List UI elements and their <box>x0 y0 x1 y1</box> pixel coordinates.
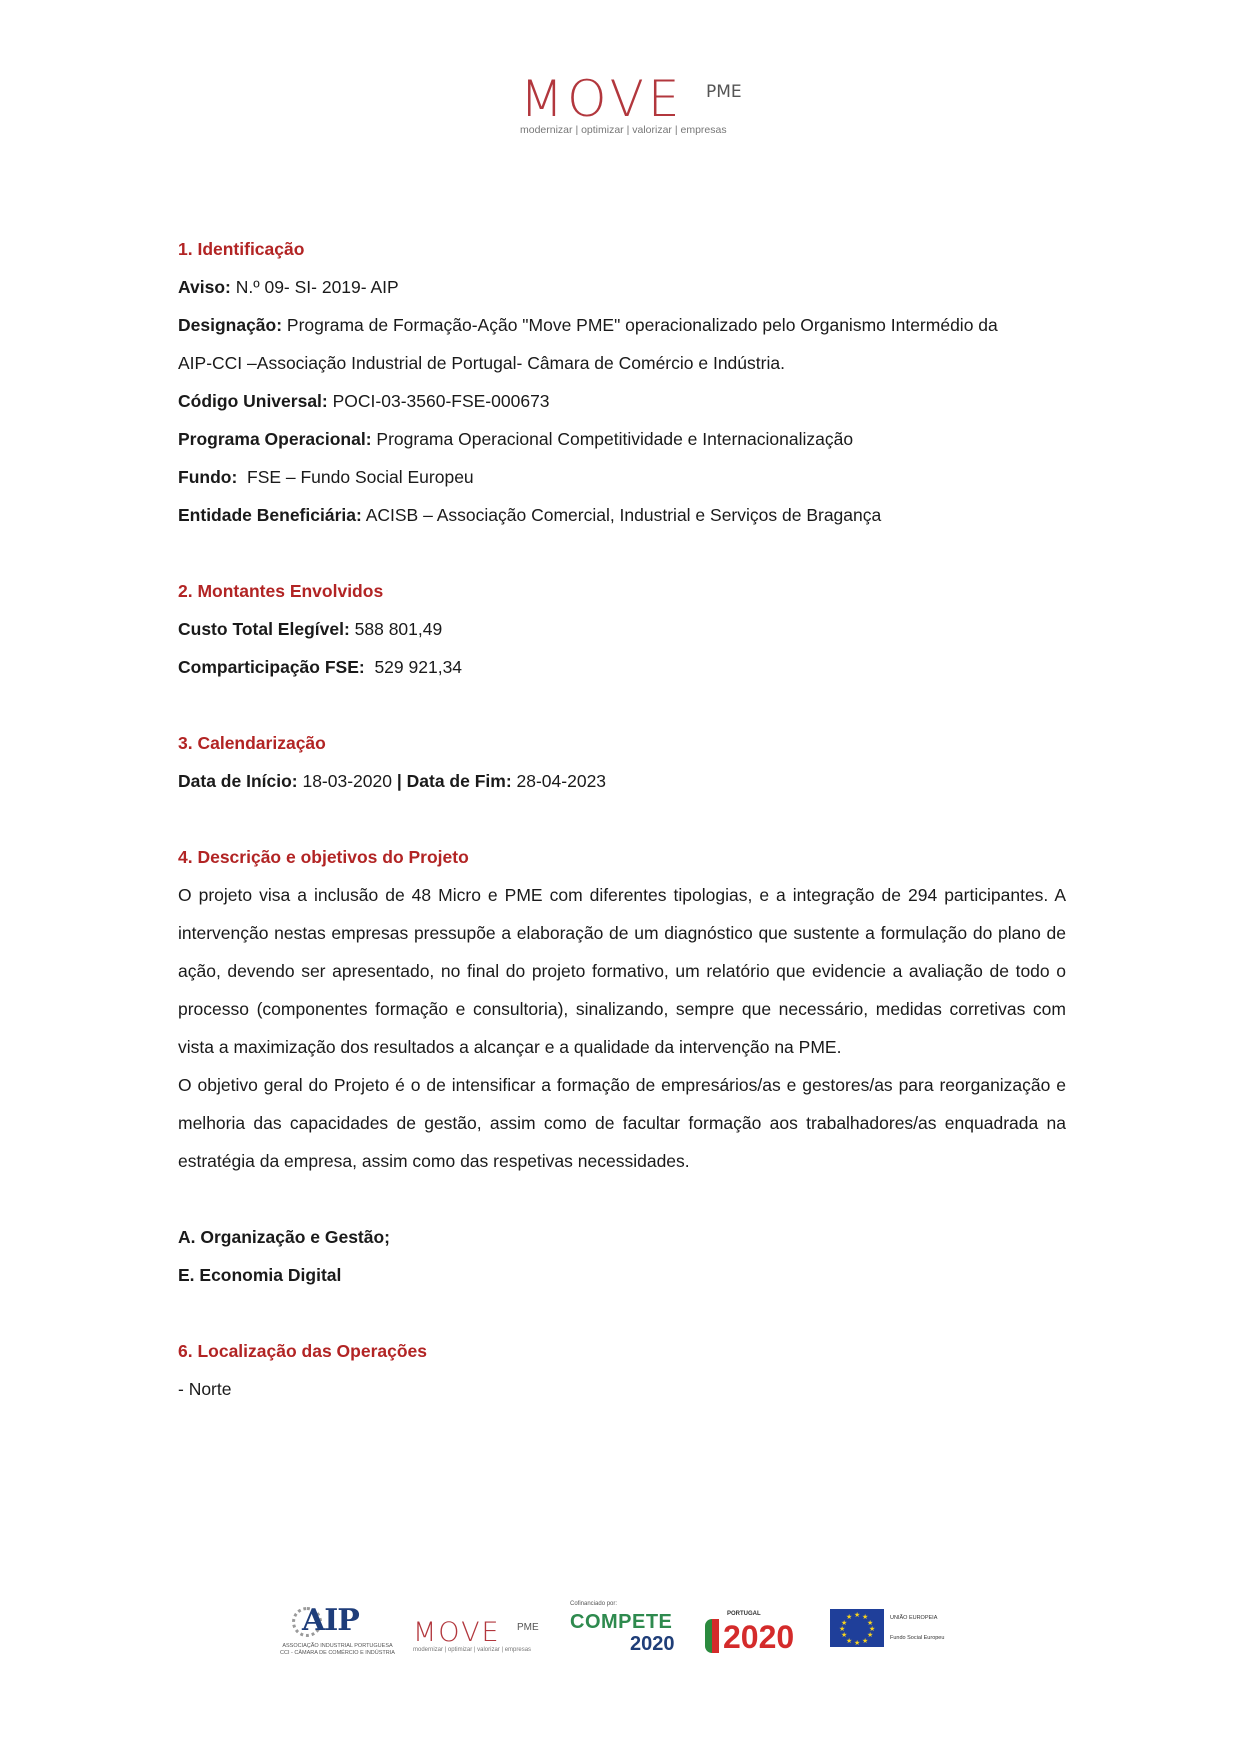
comparticipacao-value: 529 921,34 <box>364 657 463 677</box>
compete-word: COMPETE <box>570 1611 673 1633</box>
programa-line <box>178 420 1066 458</box>
area-item-a <box>178 1218 1066 1256</box>
document-body <box>178 230 1066 1408</box>
descricao-paragraph-2: O objetivo geral do Projeto é o de intensificar a formação de empresários/as e gestores/as para reorganização e melhoria das capacidades de gestão, assim como de facultar formação aos trabalhadores/as enquadrada na estratégia da empresa, assim como das respetivas necessidades. <box>178 1075 1066 1171</box>
move-word: MOVE <box>413 1617 501 1648</box>
cofinanciado-label: Cofinanciado por: <box>570 1601 618 1607</box>
fim-value: 28-04-2023 <box>511 771 607 791</box>
aviso-line <box>178 268 1066 306</box>
entidade-line <box>178 496 1066 534</box>
descricao-paragraph-1: O projeto visa a inclusão de 48 Micro e PME com diferentes tipologias, e a integração de 294 participantes. A intervenção nestas empresas pressupõe a elaboração de um diagnóstico que sustente a formulação do plano de ação, devendo ser apresentado, no final do projeto formativo, um relatório que evidencie a avaliação de todo o processo (componentes formação e consultoria), sinalizando, sempre que necessário, medidas corretivas com vista a maximização dos resultados a alcançar e a qualidade da intervenção na PME. <box>178 885 1066 1057</box>
aviso-value: N.º 09- SI- 2019- AIP <box>230 277 399 297</box>
programa-label: Programa Operacional: <box>178 429 372 449</box>
portugal-2020-logo <box>705 1611 815 1661</box>
codigo-line <box>178 382 1066 420</box>
fundo-value: FSE – Fundo Social Europeu <box>237 467 474 487</box>
designacao-label: Designação: <box>178 315 283 335</box>
logo-word: MOVE <box>520 70 684 128</box>
date-separator: | <box>396 771 402 791</box>
designacao-line <box>178 306 1066 344</box>
area-item-e <box>178 1256 1066 1294</box>
section-title-descricao: 4. Descrição e objetivos do Projeto <box>178 847 469 867</box>
eu-flag-icon: ★ ★ ★ ★ ★ ★ ★ ★ ★ ★ ★ ★ <box>830 1609 884 1647</box>
spacer <box>178 1180 1066 1218</box>
section-title-identificacao: 1. Identificação <box>178 239 305 259</box>
move-sup: PME <box>517 1622 539 1633</box>
codigo-label: Código Universal: <box>178 391 328 411</box>
spacer <box>178 1294 1066 1332</box>
designacao-line-2: AIP-CCI –Associação Industrial de Portugal- Câmara de Comércio e Indústria. <box>178 353 785 373</box>
entidade-value: ACISB – Associação Comercial, Industrial e Serviços de Bragança <box>361 505 882 525</box>
codigo-value: POCI-03-3560-FSE-000673 <box>327 391 550 411</box>
comparticipacao-label: Comparticipação FSE: <box>178 657 365 677</box>
move-pme-footer-logo <box>413 1619 563 1659</box>
programa-value: Programa Operacional Competitividade e Internacionalização <box>371 429 854 449</box>
move-tagline: modernizar | optimizar | valorizar | empresas <box>413 1647 532 1653</box>
compete-year: 2020 <box>630 1633 675 1655</box>
area-item-a-text: A. Organização e Gestão; <box>178 1227 391 1247</box>
section-title-montantes: 2. Montantes Envolvidos <box>178 581 384 601</box>
compete-2020-logo <box>570 1601 690 1661</box>
localizacao-item: - Norte <box>178 1379 232 1399</box>
comparticipacao-line <box>178 648 1066 686</box>
footer-logos <box>280 1585 960 1665</box>
custo-value: 588 801,49 <box>349 619 443 639</box>
custo-line <box>178 610 1066 648</box>
fim-label: Data de Fim: <box>401 771 512 791</box>
datas-line <box>178 762 1066 800</box>
portugal-label: PORTUGAL <box>727 1611 761 1617</box>
portugal-year: 2020 <box>723 1619 795 1655</box>
move-pme-logo <box>520 70 780 138</box>
aviso-label: Aviso: <box>178 277 231 297</box>
eu-label: UNIÃO EUROPEIA <box>890 1615 938 1621</box>
spacer <box>178 686 1066 724</box>
logo-tagline: modernizar | optimizar | valorizar | empresas <box>520 124 727 136</box>
fse-label: Fundo Social Europeu <box>890 1635 945 1641</box>
aip-mark: AIP <box>302 1603 359 1638</box>
section-title-calendarizacao: 3. Calendarização <box>178 733 326 753</box>
aip-caption: ASSOCIAÇÃO INDUSTRIAL PORTUGUESA CCI - CÂMARA DE COMÉRCIO E INDÚSTRIA <box>280 1643 395 1656</box>
fundo-line <box>178 458 1066 496</box>
inicio-value: 18-03-2020 <box>297 771 397 791</box>
area-item-e-text: E. Economia Digital <box>178 1265 342 1285</box>
entidade-label: Entidade Beneficiária: <box>178 505 362 525</box>
spacer <box>178 800 1066 838</box>
portugal-flag-icon <box>705 1619 719 1653</box>
section-title-localizacao: 6. Localização das Operações <box>178 1341 428 1361</box>
logo-sup: PME <box>706 82 742 102</box>
fundo-label: Fundo: <box>178 467 238 487</box>
custo-label: Custo Total Elegível: <box>178 619 350 639</box>
designacao-value: Programa de Formação-Ação "Move PME" operacionalizado pelo Organismo Intermédio da <box>282 315 998 335</box>
spacer <box>178 534 1066 572</box>
aip-logo <box>280 1603 395 1663</box>
eu-fse-logo <box>830 1609 960 1659</box>
inicio-label: Data de Início: <box>178 771 298 791</box>
